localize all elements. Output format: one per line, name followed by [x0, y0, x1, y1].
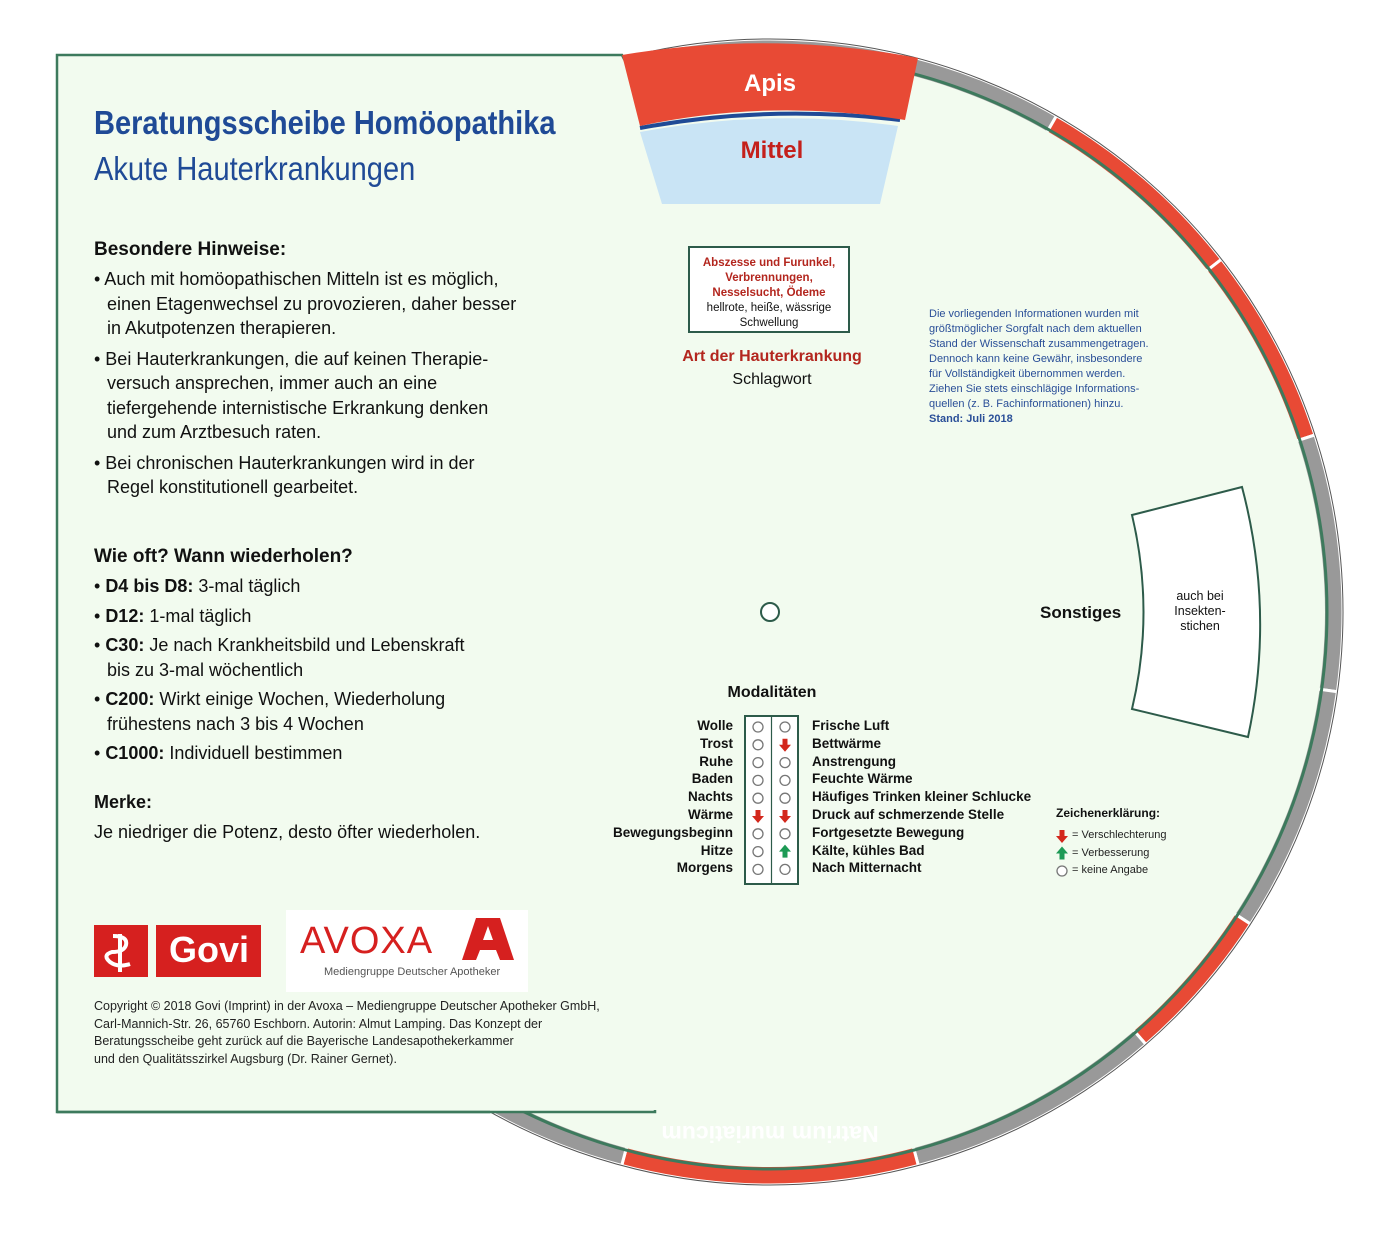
info-line: Ziehen Sie stets einschlägige Informations-	[929, 383, 1140, 395]
wiederholen-line: bis zu 3-mal wöchentlich	[107, 659, 304, 680]
info-line: Stand der Wissenschaft zusammengetragen.	[929, 338, 1149, 350]
potency-label: D4 bis D8:	[105, 576, 194, 596]
info-line: Dennoch kann keine Gewähr, insbesondere	[929, 353, 1143, 365]
wiederholen-item	[94, 604, 465, 629]
circle-icon	[753, 864, 763, 874]
hinweis-item	[94, 451, 516, 500]
example-black-lines	[690, 301, 848, 331]
copyright-text	[94, 998, 600, 1068]
modalitaet-left-label: Trost	[699, 735, 733, 751]
modalitaet-left-label: Wolle	[697, 718, 733, 733]
info-line: für Vollständigkeit übernommen werden.	[929, 368, 1126, 380]
circle-icon	[1057, 866, 1067, 876]
circle-icon	[780, 722, 790, 732]
example-box	[688, 246, 850, 333]
modalitaet-right-label: Anstrengung	[812, 753, 896, 769]
copyright-line: Carl-Mannich-Str. 26, 65760 Eschborn. Autorin: Almut Lamping. Das Konzept der	[94, 1016, 543, 1031]
wiederholen-first-line: • C30: Je nach Krankheitsbild und Lebenskraft	[94, 635, 465, 655]
hinweis-item	[94, 267, 516, 341]
circle-icon	[753, 829, 763, 839]
circle-icon	[780, 775, 790, 785]
wheel-window-label: Mittel	[740, 137, 804, 164]
hinweis-line: • Auch mit homöopathischen Mitteln ist es möglich,	[94, 269, 499, 289]
modalitaet-left-label: Baden	[691, 771, 733, 787]
hinweis-line: tiefergehende internistische Erkrankung denken	[107, 397, 489, 418]
potency-label: C200:	[105, 689, 155, 709]
legend-item-text: = keine Angabe	[1072, 864, 1149, 876]
legend-title: Zeichenerklärung:	[1056, 806, 1161, 820]
potency-label: C30:	[105, 635, 145, 655]
modalitaeten-title: Modalitäten	[727, 684, 817, 701]
modalitaet-left-label: Nachts	[687, 789, 733, 805]
example-red-line: Abszesse und Furunkel,	[702, 257, 836, 269]
arrow-up-icon	[1056, 847, 1068, 860]
modalitaet-left-label: Ruhe	[699, 753, 733, 769]
sonstiges-line: auch bei	[1176, 589, 1224, 603]
wiederholen-first-line: • D4 bis D8: 3-mal täglich	[94, 576, 301, 596]
info-stand: Stand: Juli 2018	[929, 413, 1013, 425]
wiederholen-first-line: • C1000: Individuell bestimmen	[94, 743, 343, 763]
page-subtitle: Akute Hauterkrankungen	[94, 150, 416, 187]
hinweis-line: • Bei Hauterkrankungen, die auf keinen Therapie-	[94, 348, 489, 369]
circle-icon	[753, 793, 763, 803]
modalitaet-right-label: Bettwärme	[812, 735, 882, 751]
copyright-line: und den Qualitätsszirkel Augsburg (Dr. Rainer Gernet).	[94, 1051, 397, 1066]
modalitaet-right-label: Nach Mitternacht	[812, 860, 922, 876]
wiederholen-item	[94, 687, 465, 736]
modalitaet-right-label: Druck auf schmerzende Stelle	[812, 807, 1005, 822]
hinweis-line: einen Etagenwechsel zu provozieren, daher besser	[107, 293, 517, 314]
hinweis-line: Regel konstitutionell gearbeitet.	[107, 477, 359, 497]
circle-icon	[780, 829, 790, 839]
circle-icon	[753, 775, 763, 785]
wiederholen-item	[94, 633, 465, 682]
circle-icon	[753, 722, 763, 732]
potency-label: C1000:	[105, 743, 165, 763]
wiederholen-first-line: • C200: Wirkt einige Wochen, Wiederholung	[94, 689, 446, 709]
circle-icon	[780, 864, 790, 874]
info-line: Die vorliegenden Informationen wurden mit	[929, 308, 1139, 320]
wiederholen-line: frühestens nach 3 bis 4 Wochen	[107, 713, 364, 734]
modalitaet-right-label: Fortgesetzte Bewegung	[812, 824, 965, 840]
hinweise-list	[94, 267, 516, 506]
circle-icon	[753, 740, 763, 750]
wiederholen-item	[94, 741, 465, 766]
arrow-down-icon	[1056, 830, 1068, 843]
hinweis-line: in Akutpotenzen therapieren.	[107, 318, 337, 338]
info-line: größtmöglicher Sorgfalt nach dem aktuellen	[929, 323, 1142, 335]
hinweis-line: • Bei chronischen Hauterkrankungen wird in der	[94, 452, 475, 473]
page-title: Beratungsscheibe Homöopathika	[94, 104, 556, 141]
circle-icon	[780, 758, 790, 768]
wiederholen-list	[94, 574, 465, 771]
wiederholen-first-line: • D12: 1-mal täglich	[94, 605, 252, 626]
wheel-bottom-label: Natrium muriaticum	[661, 1121, 879, 1147]
modalitaeten-right-labels	[812, 718, 1032, 888]
potency-text: 3-mal täglich	[193, 576, 301, 596]
potency-text: Wirkt einige Wochen, Wiederholung	[154, 689, 446, 709]
modalitaet-left-label: Morgens	[676, 860, 733, 876]
hinweis-line: versuch ansprechen, immer auch an eine	[107, 373, 438, 393]
circle-icon	[753, 758, 763, 768]
potency-text: 1-mal täglich	[144, 605, 252, 626]
wiederholen-item	[94, 574, 465, 599]
info-disclaimer	[929, 307, 1149, 427]
center-hole	[761, 603, 779, 621]
sonstiges-text	[1150, 589, 1250, 634]
potency-label: D12:	[105, 605, 145, 626]
modalitaet-left-label: Bewegungsbeginn	[612, 824, 733, 840]
modalitaet-left-label: Wärme	[687, 807, 733, 822]
legend-item-text: = Verschlechterung	[1072, 829, 1167, 841]
hinweis-item	[94, 347, 516, 445]
copyright-line: Copyright © 2018 Govi (Imprint) in der Avoxa – Mediengruppe Deutscher Apotheker GmbH,	[94, 999, 600, 1013]
merke-text: Je niedriger die Potenz, desto öfter wiederholen.	[94, 822, 481, 842]
art-der-hauterkrankung: Art der Hauterkrankung	[682, 348, 862, 365]
example-red-line: Nesselsucht, Ödeme	[712, 287, 826, 299]
hinweise-heading: Besondere Hinweise:	[94, 239, 287, 260]
circle-icon	[780, 793, 790, 803]
example-black-line: Schwellung	[739, 317, 799, 329]
example-black-line: hellrote, heiße, wässrige	[706, 302, 832, 314]
legend-symbols	[1056, 830, 1068, 876]
info-line: quellen (z. B. Fachinformationen) hinzu.	[929, 398, 1124, 410]
legend-item-text: = Verbesserung	[1072, 846, 1150, 859]
avoxa-logo-sub: Mediengruppe Deutscher Apotheker	[324, 966, 501, 978]
wiederholen-heading: Wie oft? Wann wiederholen?	[94, 546, 353, 567]
copyright-line: Beratungsscheibe geht zurück auf die Bayerische Landesapothekerkammer	[94, 1034, 514, 1048]
merke-heading: Merke:	[94, 792, 153, 812]
potency-text: Individuell bestimmen	[164, 743, 343, 763]
modalitaeten-left-labels	[560, 718, 733, 888]
potency-text: Je nach Krankheitsbild und Lebenskraft	[144, 635, 465, 655]
circle-icon	[753, 847, 763, 857]
example-red-line: Verbrennungen,	[725, 272, 813, 284]
sonstiges-line: stichen	[1180, 619, 1220, 633]
sonstiges-line: Insekten-	[1174, 604, 1226, 618]
modalitaet-right-label: Feuchte Wärme	[812, 771, 913, 787]
wheel-top-label: Apis	[743, 70, 796, 97]
modalitaet-left-label: Hitze	[700, 842, 733, 858]
modalitaet-right-label: Frische Luft	[812, 718, 890, 733]
modalitaet-right-label: Häufiges Trinken kleiner Schlucke	[812, 789, 1032, 805]
schlagwort: Schlagwort	[732, 371, 812, 388]
hinweis-line: und zum Arztbesuch raten.	[107, 422, 322, 442]
modalitaet-right-label: Kälte, kühles Bad	[812, 842, 925, 858]
avoxa-logo-text: AVOXA	[300, 920, 434, 962]
sonstiges-label: Sonstiges	[1040, 603, 1122, 622]
example-red-lines	[690, 256, 848, 301]
govi-logo-text: Govi	[168, 929, 249, 970]
